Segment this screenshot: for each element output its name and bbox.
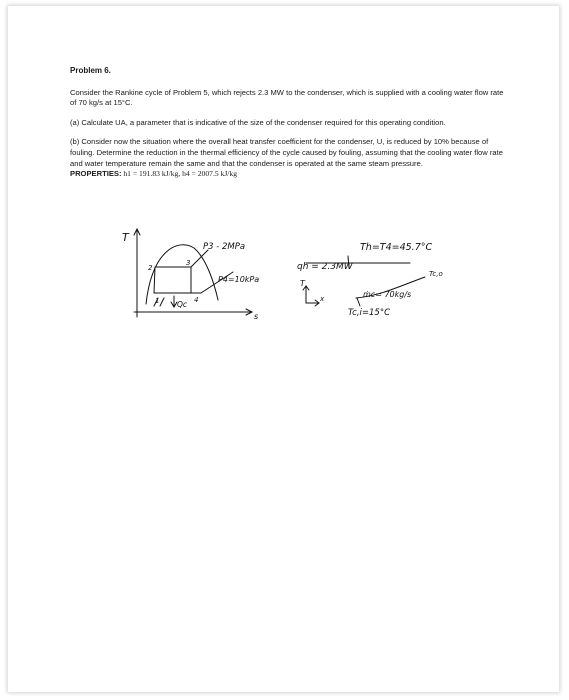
hx-x-axis-label: x — [320, 295, 325, 303]
problem-intro: Consider the Rankine cycle of Problem 5, which rejects 2.3 MW to the condenser, which is supplied with a cooling water flow rate of 70 kg/s at 15°C. — [70, 87, 504, 108]
state-label: 1 — [155, 297, 160, 305]
state-label: 4 — [194, 296, 199, 304]
hx-t-axis-label: T — [300, 279, 305, 288]
tco-label: Tc,o — [429, 270, 443, 278]
qc-label: Qc — [177, 300, 188, 309]
tci-tick — [357, 298, 360, 306]
p3-isobar — [191, 250, 208, 267]
mc-label: ṁc= 70kg/s — [363, 290, 412, 299]
th-label: Th=T4=45.7°C — [360, 242, 433, 253]
qh-label: qh = 2.3MW — [297, 262, 353, 272]
problem-title: Problem 6. — [70, 66, 111, 75]
state-label: 2 — [148, 264, 153, 272]
hatch-mark — [160, 298, 164, 306]
tci-label: Tc,i=15°C — [348, 308, 391, 318]
part-b-text: (b) Consider now the situation where the overall heat transfer coefficient for the condenser, U, is reduced by 10% because of fouling. Determine the reduction in the thermal efficiency of the cycle caused by fouling, assuming that the cooling water flow rate and water temperature remain the same and that the condenser is operated at the same steam pressure. — [70, 137, 503, 168]
p3-label: P3 - 2MPa — [203, 242, 246, 252]
part-a-text: (a) Calculate UA, a parameter that is indicative of the size of the condenser required for this operating condition. — [70, 117, 446, 127]
properties-label: PROPERTIES: — [70, 169, 122, 179]
document-page — [8, 6, 559, 692]
properties-values: h1 = 191.83 kJ/kg, h4 = 2007.5 kJ/kg — [121, 169, 237, 179]
state-label: 3 — [186, 259, 191, 267]
ts-axis-t-label: T — [122, 231, 129, 244]
ts-diagram-sketch — [8, 6, 559, 692]
saturation-dome — [146, 245, 218, 304]
ts-axis-s-label: s — [254, 312, 259, 321]
p4-label: P4=10kPa — [218, 275, 260, 284]
